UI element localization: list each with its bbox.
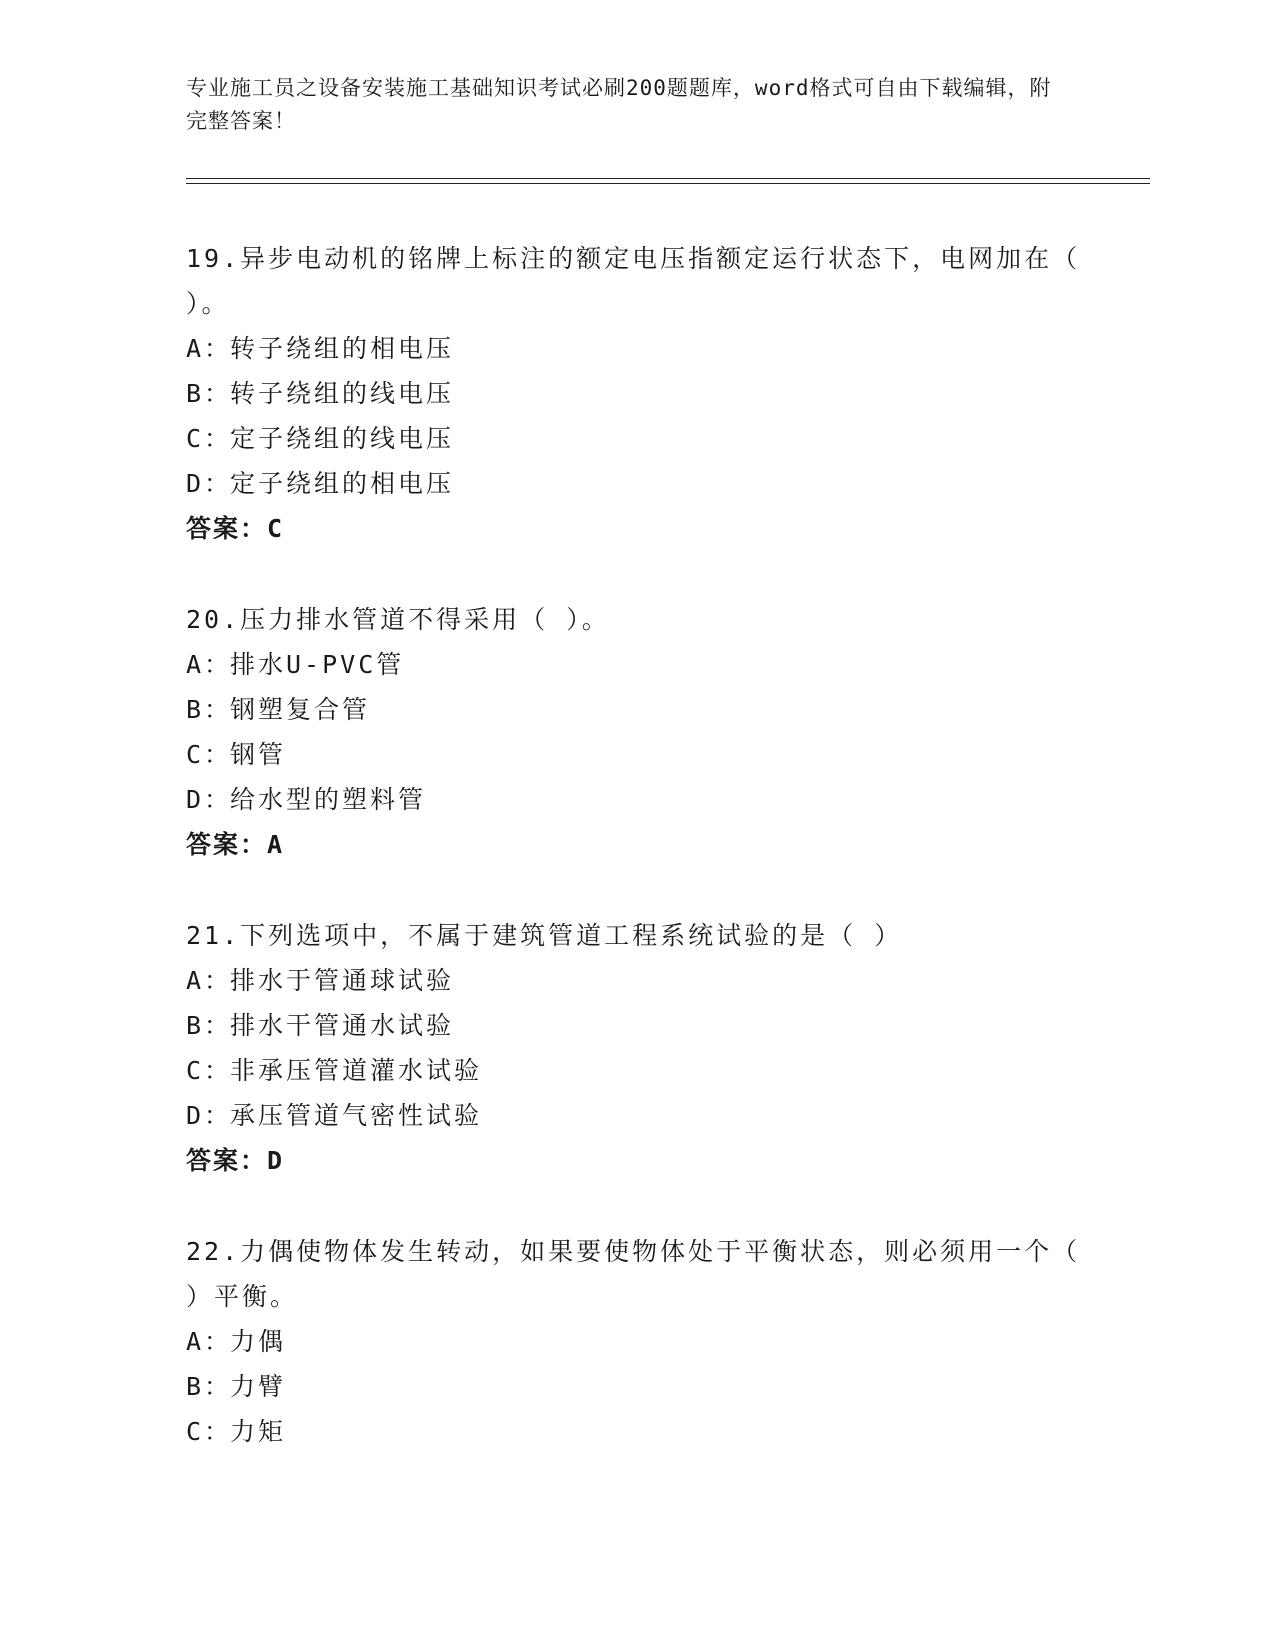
option-b xyxy=(186,371,1086,416)
option-letter: C： xyxy=(186,1417,233,1446)
option-letter: C： xyxy=(186,1056,233,1085)
question-20 xyxy=(186,597,1086,867)
answer-line: 答案：C xyxy=(186,514,285,543)
option-d xyxy=(186,461,1086,506)
option-a xyxy=(186,326,1086,371)
option-text: 定子绕组的线电压 xyxy=(230,424,455,453)
document-title: 专业施工员之设备安装施工基础知识考试必刷200题题库，word格式可自由下载编辑，附完整答案！ xyxy=(186,76,1052,133)
option-text: 给水型的塑料管 xyxy=(230,785,427,814)
option-letter: D： xyxy=(186,1101,233,1130)
option-letter: A： xyxy=(186,650,233,679)
option-text: 转子绕组的相电压 xyxy=(230,334,455,363)
answer-line: 答案：D xyxy=(186,1146,285,1175)
question-stem: 19.异步电动机的铭牌上标注的额定电压指额定运行状态下，电网加在（ ）。 xyxy=(186,244,1081,318)
option-b xyxy=(186,687,1086,732)
option-text: 定子绕组的相电压 xyxy=(230,469,455,498)
option-c xyxy=(186,1048,1086,1093)
option-d xyxy=(186,777,1086,822)
option-letter: A： xyxy=(186,334,233,363)
option-letter: A： xyxy=(186,1327,233,1356)
option-letter: B： xyxy=(186,1011,233,1040)
option-text: 力偶 xyxy=(230,1327,287,1356)
option-letter: B： xyxy=(186,1372,233,1401)
option-text: 钢塑复合管 xyxy=(230,695,371,724)
header-divider-top xyxy=(186,178,1150,179)
question-19 xyxy=(186,236,1086,551)
option-text: 承压管道气密性试验 xyxy=(230,1101,483,1130)
option-text: 排水于管通球试验 xyxy=(230,966,455,995)
option-c xyxy=(186,1409,1086,1454)
header-divider-bottom xyxy=(186,183,1150,184)
option-text: 转子绕组的线电压 xyxy=(230,379,455,408)
option-text: 非承压管道灌水试验 xyxy=(230,1056,483,1085)
option-c xyxy=(186,732,1086,777)
option-letter: C： xyxy=(186,424,233,453)
question-stem: 21.下列选项中，不属于建筑管道工程系统试验的是（ ） xyxy=(186,921,903,950)
option-text: 力矩 xyxy=(230,1417,287,1446)
option-text: 力臂 xyxy=(230,1372,287,1401)
question-list xyxy=(186,236,1086,1500)
option-a xyxy=(186,642,1086,687)
option-c xyxy=(186,416,1086,461)
option-letter: B： xyxy=(186,379,233,408)
option-b xyxy=(186,1364,1086,1409)
question-stem: 22.力偶使物体发生转动，如果要使物体处于平衡状态，则必须用一个（ ）平衡。 xyxy=(186,1237,1081,1311)
option-letter: C： xyxy=(186,740,233,769)
question-21 xyxy=(186,913,1086,1183)
option-a xyxy=(186,1319,1086,1364)
option-d xyxy=(186,1093,1086,1138)
answer-line: 答案：A xyxy=(186,830,285,859)
option-b xyxy=(186,1003,1086,1048)
option-letter: D： xyxy=(186,785,233,814)
option-letter: B： xyxy=(186,695,233,724)
option-a xyxy=(186,958,1086,1003)
option-text: 排水干管通水试验 xyxy=(230,1011,455,1040)
question-22 xyxy=(186,1229,1086,1454)
option-text: 排水U-PVC管 xyxy=(230,650,405,679)
question-stem: 20.压力排水管道不得采用（ ）。 xyxy=(186,605,610,634)
option-letter: D： xyxy=(186,469,233,498)
option-letter: A： xyxy=(186,966,233,995)
option-text: 钢管 xyxy=(230,740,287,769)
